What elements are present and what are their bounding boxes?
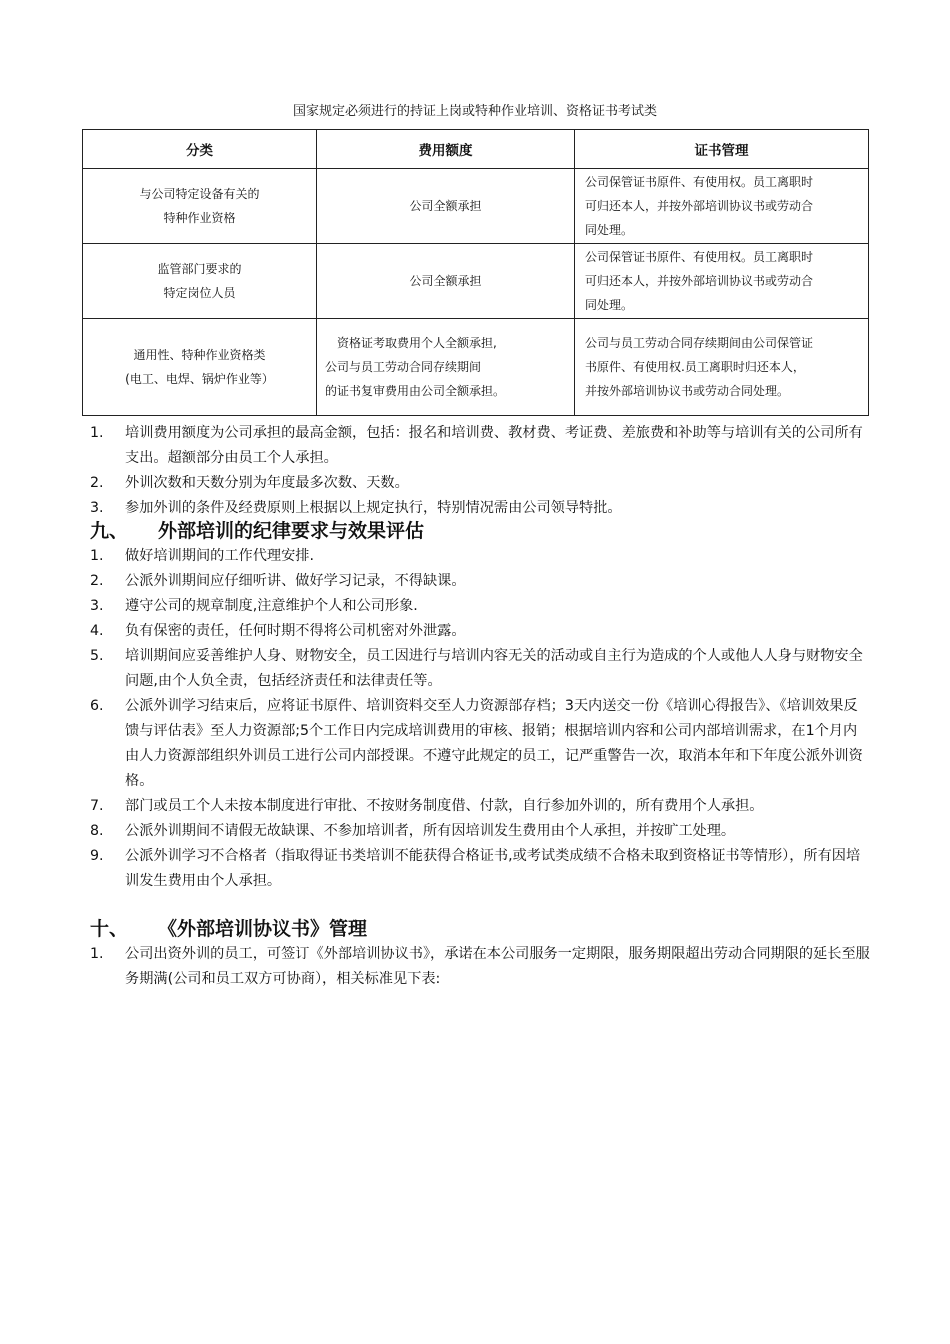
category-cell: [83, 244, 317, 319]
cell-line: 资格证考取费用个人全额承担,: [325, 336, 497, 350]
cell-line: 公司保管证书原件、有使用权。员工离职时: [585, 175, 814, 189]
list-item: [90, 794, 870, 819]
section-title: 外部培训的纪律要求与效果评估: [158, 520, 425, 542]
cell-line: 公司与员工劳动合同存续期间: [325, 360, 482, 374]
cell-line: 与公司特定设备有关的: [139, 187, 260, 201]
list-text: 公司出资外训的员工，可签订《外部培训协议书》，承诺在本公司服务一定期限，服务期限超出劳动合同期限的延长至服务期满(公司和员工双方可协商），相关标准见下表:: [125, 946, 870, 987]
list-text: 外训次数和天数分别为年度最多次数、天数。: [125, 475, 409, 491]
section-9-list: [90, 544, 870, 894]
list-number: 2.: [90, 573, 104, 589]
cert-cell: [575, 244, 869, 319]
list-number: 4.: [90, 623, 104, 639]
cell-line: 监管部门要求的: [157, 262, 242, 276]
cell-line: 特种作业资格: [163, 211, 236, 225]
cell-line: 可归还本人，并按外部培训协议书或劳动合: [585, 199, 814, 213]
cost-cell: [317, 319, 575, 416]
list-item: [90, 619, 870, 644]
section-number: 九、: [90, 520, 129, 542]
list-text: 做好培训期间的工作代理安排.: [125, 548, 314, 564]
list-text: 遵守公司的规章制度,注意维护个人和公司形象.: [125, 598, 418, 614]
list-item: [90, 844, 870, 894]
cost-cell: [317, 244, 575, 319]
certification-cost-table: [82, 129, 869, 416]
cell-line: 书原件、有使用权.员工离职时归还本人，: [585, 360, 805, 374]
list-item: [90, 942, 870, 992]
cell-line: 特定岗位人员: [163, 286, 236, 300]
category-cell: [83, 169, 317, 244]
list-item: [90, 594, 870, 619]
header-category: 分类: [83, 130, 317, 169]
list-number: 3.: [90, 500, 104, 516]
section-10-list: [90, 942, 870, 992]
list-number: 5.: [90, 648, 104, 664]
list-text: 公派外训学习结束后，应将证书原件、培训资料交至人力资源部存档；3天内送交一份《培训心得报告》、《培训效果反馈与评估表》至人力资源部;5个工作日内完成培训费用的审核、报销；根据培训内容和公司内部培训需求，在1个月内由人力资源部组织外训员工进行公司内部授课。不遵守此规定的员工，记严重警告一次，取消本年和下年度公派外训资格。: [125, 698, 863, 789]
section-title: 《外部培训协议书》管理: [158, 918, 368, 940]
cell-line: (电工、电焊、锅炉作业等）: [125, 372, 274, 386]
list-number: 6.: [90, 698, 104, 714]
cell-line: 并按外部培训协议书或劳动合同处理。: [585, 384, 790, 398]
list-text: 培训期间应妥善维护人身、财物安全，员工因进行与培训内容无关的活动或自主行为造成的个人或他人人身与财物安全问题,由个人负全责，包括经济责任和法律责任等。: [125, 648, 863, 689]
list-number: 3.: [90, 598, 104, 614]
section-9-heading: [90, 518, 424, 544]
table-notes-list: [90, 421, 870, 521]
list-text: 培训费用额度为公司承担的最高金额，包括：报名和培训费、教材费、考证费、差旅费和补助等与培训有关的公司所有支出。超额部分由员工个人承担。: [125, 425, 863, 466]
list-number: 1.: [90, 425, 104, 441]
table-row: [83, 319, 869, 416]
cell-line: 同处理。: [585, 223, 634, 237]
cell-line: 同处理。: [585, 298, 634, 312]
cert-cell: [575, 169, 869, 244]
cell-line: 的证书复审费用由公司全额承担。: [325, 384, 506, 398]
header-cost: 费用额度: [317, 130, 575, 169]
cell-line: 公司保管证书原件、有使用权。员工离职时: [585, 250, 814, 264]
list-number: 1.: [90, 548, 104, 564]
list-text: 负有保密的责任，任何时期不得将公司机密对外泄露。: [125, 623, 466, 639]
list-text: 参加外训的条件及经费原则上根据以上规定执行，特别情况需由公司领导特批。: [125, 500, 622, 516]
cell-line: 公司全额承担: [409, 199, 482, 213]
list-item: [90, 421, 870, 471]
cert-cell: [575, 319, 869, 416]
cell-line: 通用性、特种作业资格类: [133, 348, 266, 362]
section-10-heading: [90, 916, 367, 942]
list-number: 2.: [90, 475, 104, 491]
table-row: [83, 169, 869, 244]
list-text: 公派外训学习不合格者（指取得证书类培训不能获得合格证书,或考试类成绩不合格未取到资格证书等情形），所有因培训发生费用由个人承担。: [125, 848, 861, 889]
list-item: [90, 644, 870, 694]
list-number: 1.: [90, 946, 104, 962]
list-item: [90, 471, 870, 496]
table-header-row: [83, 130, 869, 169]
table-row: [83, 244, 869, 319]
table-caption: 国家规定必须进行的持证上岗或特种作业培训、资格证书考试类: [292, 104, 657, 119]
list-item: [90, 569, 870, 594]
cell-line: 公司全额承担: [409, 274, 482, 288]
header-cert-management: 证书管理: [575, 130, 869, 169]
cost-cell: [317, 169, 575, 244]
list-number: 7.: [90, 798, 104, 814]
cell-line: 可归还本人，并按外部培训协议书或劳动合: [585, 274, 814, 288]
list-number: 8.: [90, 823, 104, 839]
section-number: 十、: [90, 918, 129, 940]
cell-line: 公司与员工劳动合同存续期间由公司保管证: [585, 336, 814, 350]
list-item: [90, 819, 870, 844]
list-text: 公派外训期间不请假无故缺课、不参加培训者，所有因培训发生费用由个人承担，并按旷工处理。: [125, 823, 736, 839]
list-item: [90, 694, 870, 794]
list-item: [90, 544, 870, 569]
list-text: 公派外训期间应仔细听讲、做好学习记录，不得缺课。: [125, 573, 466, 589]
list-text: 部门或员工个人未按本制度进行审批、不按财务制度借、付款，自行参加外训的，所有费用个人承担。: [125, 798, 764, 814]
list-number: 9.: [90, 848, 104, 864]
category-cell: [83, 319, 317, 416]
